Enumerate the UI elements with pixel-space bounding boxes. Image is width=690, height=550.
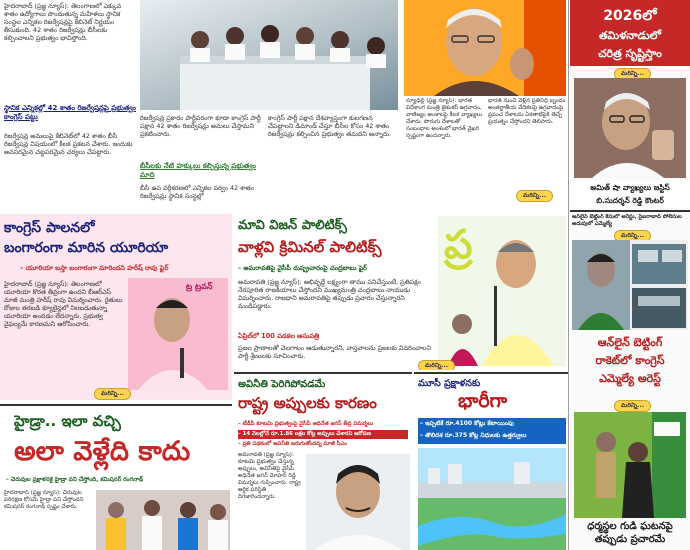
tamilnadu-headline-l1: 2026లో	[603, 8, 657, 24]
jaishankar-photo	[404, 0, 566, 96]
betting-kicker: ఆన్‌లైన్ బెట్టింగ్ కేసులో అరెస్టు, సైబరాబాద్ పోలీసుల అదుపులో ఎమ్మెల్యే	[572, 214, 682, 227]
debt-bullet-2: – 14 నెలల్లోనే రూ.1.86 లక్షల కోట్ల అప్పులు చేశారని ఆరోపణ	[238, 430, 408, 439]
lead-green-subhead: బీసీలకు నేటి హక్కులు కల్పిస్తున్న ప్రభుత్వం మాది	[140, 162, 256, 179]
tamilnadu-headline-box	[570, 0, 690, 66]
jaishankar-caption: న్యూఢిల్లీ (ప్రజ్ఞ న్యూస్): భారత విదేశాంగ మంత్రి జైశంకర్ ఉగ్రవాదం, వాణిజ్యం అంశాలపై కీలక వ్యాఖ్యలు చేశారు. పొరుగు దేశాలతో సంబంధాల అంశంలో భారత్ వైఖరి స్పష్టంగా ఉందన్నారు.	[406, 98, 483, 139]
harish-headline-l1: కాంగ్రెస్ పాలనలో	[4, 220, 95, 236]
justice-photo	[574, 78, 686, 178]
tamilnadu-more-button[interactable]: మరిన్ని...	[614, 68, 651, 80]
harish-photo	[128, 278, 228, 390]
betting-headline-l1: ఆన్‌లైన్ బెట్టింగ్	[597, 336, 663, 349]
cabinet-meeting-photo	[140, 0, 398, 110]
naidu-more-button[interactable]: మరిన్ని...	[418, 360, 455, 370]
hydra-kicker: హైడ్రా.. ఇలా వచ్చి	[14, 412, 121, 430]
naidu-body-2: ప్రజల ప్రాణాలతో చెలగాటం ఆడుతున్నారని, వాస్తవాలను ప్రజలకు వివరించాలని పార్టీ శ్రేణులకు సూచించారు.	[238, 344, 432, 360]
right-divider-1	[570, 210, 690, 212]
musi-story	[414, 372, 568, 550]
harish-more-button[interactable]: మరిన్ని...	[94, 388, 131, 400]
lead-body-col3: కాంగ్రెస్ పార్టీ పక్షాన దేశవ్యాప్తంగా కులగణన చేపట్టాలని డిమాండ్ చేస్తూ బీసీల కోసం 42 శాతం రిజర్వేషన్లు కల్పించిన ప్రభుత్వం తమదని అన్నారు.	[268, 114, 392, 138]
naidu-photo	[438, 216, 566, 366]
musi-kicker: మూసీ ప్రక్షాళనకు	[418, 378, 481, 389]
debt-body: అమరావతి (ప్రజ్ఞ న్యూస్): కూటమి ప్రభుత్వం చేస్తున్న అప్పులు, అవినీతిపై వైసీపీ అధినేత జగన్ మోహన్ రెడ్డి విమర్శలు గుప్పించారు. రాష్ట్ర ఆర్థిక పరిస్థితి దిగజారిందన్నారు.	[238, 452, 301, 500]
hydra-headline: అలా వెళ్లేది కాదు	[14, 436, 191, 467]
lead-body-col4: బీసీ ఉప వర్గీకరణలో ఎన్నికల పర్వం 42 శాతం రిజర్వేషన్లు స్థానిక సంస్థల్లో	[140, 184, 254, 200]
debt-bullet-1: – టీడీపీ కూటమి ప్రభుత్వంపై వైసీపీ అధినేత జగన్ తీవ్ర విమర్శలు	[238, 421, 374, 427]
debt-headline: రాష్ట్ర అప్పులకు కారణం	[238, 394, 377, 412]
debt-bullet-3: – ప్రతి పథకంలో అవినీతి జరుగుతోందన్న మాజీ సీఎం	[238, 441, 348, 447]
hydra-story	[0, 404, 232, 550]
justice-caption-l1: అమిత్ షా వ్యాఖ్యలు జస్టిస్	[590, 183, 670, 192]
dharmasthala-headline: ధర్మస్థల గుడి ఘటనపై తప్పుడు ప్రచారమే	[587, 521, 673, 545]
lead-dateline: హైదరాబాద్ (ప్రజ్ఞ న్యూస్): తెలంగాణలో ఎక్కువ శాతం ఉద్యోగాలు పొందుతున్న మహిళలు స్థానిక సంస్థల ఎన్నికల రిజర్వేషన్లపై కేబినెట్ నిర్ణయం తీసుకుంది. 42 శాతం రిజర్వేషన్లు బీసీలకు కల్పించాలని ప్రభుత్వం భావిస్తోంది.	[4, 2, 122, 42]
hydra-photo	[96, 490, 230, 550]
musi-headline: భారీగా	[458, 390, 508, 412]
musi-bullet-1: – ఇప్పటికే రూ.4100 కోట్లు కేటాయింపు	[420, 420, 514, 427]
harish-headline-l2: బంగారంగా మారిన యూరియా	[4, 240, 169, 256]
musi-river-illustration	[418, 448, 566, 550]
harish-body: హైదరాబాద్ (ప్రజ్ఞ న్యూస్): తెలంగాణలో యూరియా కొరత తీవ్రంగా ఉందని బీఆర్ఎస్ మాజీ మంత్రి హరీష్ రావు విమర్శించారు. రైతులు రోజుల తరబడి క్యూలైన్లలో నిలబడుతున్నా యూరియా అందడం లేదన్నారు. ప్రభుత్వ వైఫల్యమే కారణమని ఆరోపించారు.	[4, 280, 123, 328]
musi-bullet-2: – తొలిదశ రూ.375 కోట్ల నిధులకు ఉత్తర్వులు	[420, 432, 527, 439]
harish-photo-label: ట్ర ట్రవన్	[186, 282, 213, 291]
lead-body-col2: రిజర్వేషన్ల ప్రకారం పార్టీపరంగా కూడా కాంగ్రెస్ పార్టీ పక్షాన 42 శాతం రిజర్వేషన్లు అమలు చేస్తామని ప్రకటించారు.	[140, 114, 261, 138]
harish-story	[0, 214, 232, 400]
right-column	[570, 0, 690, 550]
debt-story	[234, 372, 412, 550]
tamilnadu-headline-l2: తమిళనాడులో	[599, 29, 661, 42]
hydra-body: హైదరాబాద్ (ప్రజ్ఞ న్యూస్): చెరువుల పరిరక్షణ కోసమే హైడ్రా పని చేస్తోందని కమిషనర్ రంగనాథ్ స్పష్టం చేశారు.	[4, 490, 84, 510]
betting-headline-l2: రాకెట్‌లో కాంగ్రెస్	[595, 354, 665, 367]
cabinet-table-illustration	[140, 0, 398, 110]
naidu-body: అమరావతి (ప్రజ్ఞ న్యూస్): అభివృద్ధే లక్ష్యంగా తాము పనిచేస్తుంటే, ప్రతిపక్షం నేరపూరిత రాజకీయాలు చేస్తోందని ముఖ్యమంత్రి చంద్రబాబు నాయుడు విమర్శించారు. రాజధాని అమరావతిపై తప్పుడు ప్రచారం చేస్తున్నారని మండిపడ్డారు.	[238, 278, 421, 310]
tamilnadu-headline-l3: చరిత్ర సృష్టిస్తాం	[598, 47, 662, 60]
lead-subhead: స్థానిక ఎన్నికల్లో 42 శాతం రిజర్వేషన్లపై ప్రభుత్వం కాంగ్రెస్ పట్టు	[4, 104, 136, 121]
musi-river-photo	[418, 448, 566, 550]
dharmasthala-illustration	[574, 412, 686, 518]
justice-caption-box	[570, 180, 690, 208]
naidu-subhead: – అమరావతిపై వైసీపీ దుష్ప్రచారంపై చంద్రబాబు ఫైర్	[238, 264, 367, 272]
jaishankar-portrait	[404, 0, 566, 96]
betting-more-button[interactable]: మరిన్ని...	[614, 230, 651, 242]
betting-more-button-2[interactable]: మరిన్ని...	[614, 400, 651, 412]
lead-body-col1: రిజర్వేషన్ల అమలుపై కేబినెట్‌లో 42 శాతం బీసీ రిజర్వేషన్ల విషయంలో కీలక ప్రకటన చేశారు. ఇందుకు అవసరమైన చట్టపరమైన చర్యలు చేపట్టారు.	[4, 132, 133, 156]
naidu-red-line: ఏప్రిల్‌లో 100 పడకల ఆసుపత్రి	[238, 332, 320, 340]
jaishankar-body: భారత్ నుంచి వెళ్లిన ప్రతినిధి బృందం అంతర్జాతీయ వేదికలపై ఉగ్రవాదంపై ప్రపంచ దేశాలను ఏకతాటిపైకి తెచ్చే ప్రయత్నం చేస్తోందని తెలిపారు.	[488, 98, 566, 125]
betting-headline	[570, 332, 690, 396]
lead-story	[0, 0, 400, 212]
dharmasthala-photo	[574, 412, 686, 518]
justice-caption-l2: బి.సుదర్శన్ రెడ్డి కౌంటర్	[596, 196, 664, 205]
betting-photos	[572, 240, 688, 330]
justice-portrait	[574, 78, 686, 178]
svg-text:ప్ర: ప్ర	[444, 222, 473, 268]
naidu-headline-l2: వాళ్లవి క్రిమినల్ పాలిటిక్స్	[238, 238, 382, 256]
debt-kicker: అవినీతి పెరిగిపోవడమే	[238, 379, 326, 390]
jaishankar-story	[402, 0, 568, 212]
naidu-story	[234, 214, 568, 370]
betting-portraits	[572, 240, 688, 330]
vertical-rule-main	[568, 0, 569, 550]
hydra-subhead: – చెరువుల ప్రక్షాళనకై హైడ్రా పని చేస్తోంది, కమిషనర్ రంగనాథ్	[6, 477, 144, 483]
hydra-meeting-illustration	[96, 490, 230, 550]
jagan-portrait	[306, 454, 410, 550]
betting-headline-l3: ఎమ్మెల్యే అరెస్ట్	[599, 372, 661, 385]
musi-bullets-box	[418, 418, 566, 444]
jaishankar-more-button[interactable]: మరిన్ని...	[516, 190, 553, 202]
naidu-headline-l1: మావి విజన్ పాలిటిక్స్	[238, 218, 347, 233]
naidu-portrait	[438, 216, 566, 366]
harish-subhead: – యూరియా బస్తా బంగారంగా మారిందని హరీష్ రావు ఫైర్	[20, 264, 169, 272]
jagan-photo	[306, 454, 410, 550]
